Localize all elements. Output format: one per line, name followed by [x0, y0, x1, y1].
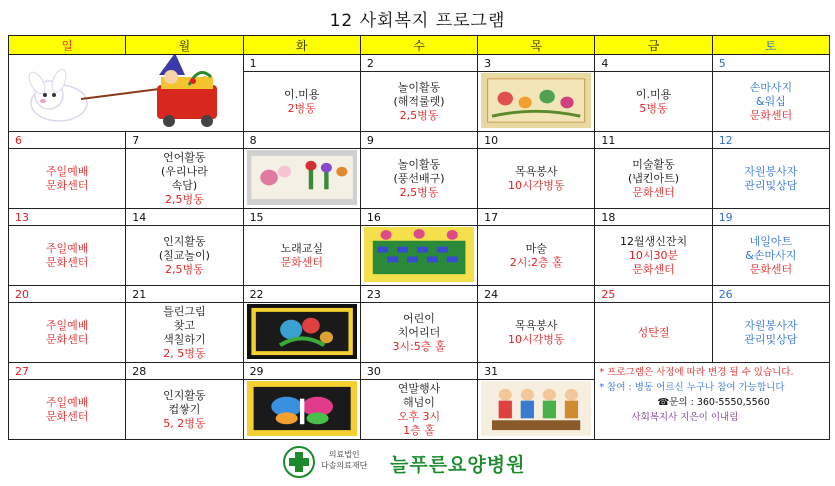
day-activity: [126, 151, 242, 207]
day-number: 26: [713, 286, 829, 303]
day-number: 19: [713, 209, 829, 226]
activity-line: 문화센터: [45, 179, 89, 192]
activity-line: 연말행사: [397, 382, 441, 395]
activity-line: 1층 홀: [403, 424, 435, 437]
day-cell-19: [712, 209, 829, 286]
activity-line: 컵쌓기: [168, 403, 201, 416]
activity-line: 해넘이: [403, 396, 435, 409]
day-cell-5: [712, 55, 829, 132]
activity-line: 노래교실: [280, 242, 323, 255]
day-activity: [478, 305, 594, 361]
day-cell-16: [360, 209, 477, 286]
day-cell-3: [478, 55, 595, 132]
day-cell-1: [243, 55, 360, 132]
activity-line: 10시각병동: [508, 179, 565, 192]
activity-line: 인지활동: [163, 389, 206, 402]
day-number: 9: [361, 132, 477, 149]
activity-photo: [481, 73, 591, 128]
activity-line: 오후 3시: [397, 410, 441, 423]
day-number: 3: [478, 55, 594, 72]
activity-line: 마술: [525, 242, 547, 255]
activity-line: 문화센터: [280, 256, 323, 269]
day-number: 29: [244, 363, 360, 380]
activity-line: 네일아트: [749, 235, 793, 248]
cartoon-illustration: [9, 55, 243, 131]
day-cell-27: [9, 363, 126, 440]
activity-line: 2,5병동: [399, 109, 439, 122]
activity-line: (냅킨아트): [628, 172, 680, 185]
activity-line: 문화센터: [45, 410, 89, 423]
activity-line: 찾고: [173, 319, 196, 332]
day-cell-17: [478, 209, 595, 286]
day-activity: [244, 74, 360, 130]
day-cell-29: [243, 363, 360, 440]
day-activity: [9, 382, 125, 438]
day-activity: [126, 305, 242, 361]
activity-line: 목욕봉사: [515, 319, 558, 332]
activity-line: 문화센터: [749, 263, 793, 276]
activity-line: 2시:2층 홀: [509, 256, 563, 269]
activity-line: 속담): [171, 179, 198, 192]
activity-line: 치어리더: [397, 326, 441, 339]
activity-line: 인지활동: [163, 235, 206, 248]
day-number: 14: [126, 209, 242, 226]
org-type: 의료법인: [328, 450, 360, 459]
activity-line: 색칠하기: [163, 333, 206, 346]
notice-change: * 프로그램은 사정에 따라 변경 될 수 있습니다.: [599, 367, 794, 378]
day-activity: [713, 305, 829, 361]
day-number: 16: [361, 209, 477, 226]
activity-line: 문화센터: [632, 186, 675, 199]
week-row-1: [9, 55, 830, 132]
day-cell-15: [243, 209, 360, 286]
day-activity: [9, 228, 125, 284]
day-cell-20: [9, 286, 126, 363]
day-activity: [478, 228, 594, 284]
day-cell-26: [712, 286, 829, 363]
activity-line: 놀이활동: [397, 158, 441, 171]
org-foundation: 다솔의료재단: [321, 461, 368, 470]
activity-line: 이.미용: [635, 88, 672, 101]
weekday-sat: 토: [712, 36, 829, 55]
day-number: 31: [478, 363, 594, 380]
activity-line: 놀이활동: [397, 81, 441, 94]
activity-line: 주일예배: [45, 165, 89, 178]
day-cell-11: [595, 132, 712, 209]
day-number: 22: [244, 286, 360, 303]
activity-line: 문화센터: [632, 263, 675, 276]
hospital-name: 늘푸른요양병원: [390, 454, 526, 476]
activity-photo: [364, 227, 474, 282]
day-number: 13: [9, 209, 125, 226]
activity-line: 이.미용: [284, 88, 320, 101]
activity-line: 어린이: [403, 312, 435, 325]
activity-line: 10시각병동: [508, 333, 565, 346]
week-row-5: [9, 363, 830, 440]
day-number: 24: [478, 286, 594, 303]
day-number: 18: [595, 209, 711, 226]
activity-line: &손마사지: [745, 249, 797, 262]
week-row-2: [9, 132, 830, 209]
day-activity: [9, 151, 125, 207]
day-cell-6: [9, 132, 126, 209]
day-number: 6: [9, 132, 125, 149]
activity-line: &워십: [755, 95, 786, 108]
day-cell-7: [126, 132, 243, 209]
notice-box: [599, 365, 827, 437]
day-activity: [361, 382, 477, 438]
day-activity: [244, 228, 360, 284]
week-row-3: [9, 209, 830, 286]
activity-line: 미술활동: [632, 158, 675, 171]
notice-cell: [595, 363, 830, 440]
activity-line: 2병동: [287, 102, 316, 115]
activity-line: 2, 5병동: [163, 347, 206, 360]
activity-line: (칠교놀이): [158, 249, 210, 262]
activity-line: 목욕봉사: [515, 165, 558, 178]
activity-line: 틀린그림: [163, 305, 206, 318]
day-activity: [126, 382, 242, 438]
activity-line: (풍선배구): [393, 172, 445, 185]
day-cell-22: [243, 286, 360, 363]
cartoon-banner-cell: [9, 55, 244, 132]
notice-participation: * 참여 : 병동 어르신 누구나 참여 가능합니다: [599, 382, 785, 393]
day-activity: [713, 74, 829, 130]
activity-line: 5병동: [639, 102, 668, 115]
day-activity: [478, 151, 594, 207]
day-number: 5: [713, 55, 829, 72]
activity-line: 2,5병동: [399, 186, 439, 199]
activity-line: 3시:5층 홀: [392, 340, 446, 353]
day-cell-18: [595, 209, 712, 286]
day-number: 30: [361, 363, 477, 380]
activity-line: 12월생신잔치: [619, 235, 688, 248]
day-cell-31: [478, 363, 595, 440]
weekday-wed: 수: [360, 36, 477, 55]
day-activity: [361, 151, 477, 207]
activity-line: 주일예배: [45, 242, 89, 255]
activity-line: (우리나라: [161, 165, 208, 178]
activity-line: 주일예배: [45, 319, 89, 332]
day-number: 27: [9, 363, 125, 380]
day-cell-24: [478, 286, 595, 363]
calendar-table: [8, 35, 830, 440]
activity-photo: [247, 304, 357, 359]
activity-photo: [247, 150, 357, 205]
day-number: 21: [126, 286, 242, 303]
notice-staff: 사회복지사 지은이 이내림: [631, 412, 739, 423]
activity-photo: [481, 381, 591, 436]
activity-line: (해적룰렛): [393, 95, 445, 108]
activity-line: 손마사지: [749, 81, 793, 94]
day-cell-10: [478, 132, 595, 209]
weekday-header-row: [9, 36, 830, 55]
day-activity: [595, 151, 711, 207]
activity-line: 성탄절: [637, 326, 670, 339]
day-number: 15: [244, 209, 360, 226]
activity-line: 5, 2병동: [163, 417, 206, 430]
day-cell-13: [9, 209, 126, 286]
day-activity: [126, 228, 242, 284]
day-activity: [361, 74, 477, 130]
day-number: 25: [595, 286, 711, 303]
activity-photo: [247, 381, 357, 436]
activity-line: 자원봉사자: [744, 165, 798, 178]
day-number: 8: [244, 132, 360, 149]
day-number: 23: [361, 286, 477, 303]
day-cell-2: [360, 55, 477, 132]
activity-line: 문화센터: [749, 109, 793, 122]
day-activity: [713, 228, 829, 284]
notice-phone: ☎문의 : 360-5550,5560: [657, 397, 770, 408]
weekday-tue: 화: [243, 36, 360, 55]
day-number: 20: [9, 286, 125, 303]
day-number: 4: [595, 55, 711, 72]
day-number: 2: [361, 55, 477, 72]
day-number: 1: [244, 55, 360, 72]
activity-line: 자원봉사자: [744, 319, 798, 332]
weekday-fri: 금: [595, 36, 712, 55]
day-number: 7: [126, 132, 242, 149]
activity-line: 주일예배: [45, 396, 89, 409]
activity-line: 문화센터: [45, 256, 89, 269]
week-row-4: [9, 286, 830, 363]
org-subtitle: [321, 449, 367, 471]
day-number: 17: [478, 209, 594, 226]
day-activity: [9, 305, 125, 361]
activity-line: 관리및상담: [744, 179, 798, 192]
day-activity: [595, 305, 711, 361]
hospital-logo-icon: [283, 446, 315, 478]
activity-line: 문화센터: [45, 333, 89, 346]
weekday-mon: 월: [126, 36, 243, 55]
day-number: 12: [713, 132, 829, 149]
day-activity: [361, 305, 477, 361]
day-number: 10: [478, 132, 594, 149]
weekday-sun: 일: [9, 36, 126, 55]
day-cell-9: [360, 132, 477, 209]
day-cell-23: [360, 286, 477, 363]
activity-line: 언어활동: [163, 151, 206, 164]
activity-line: 2,5병동: [165, 263, 204, 276]
day-cell-25: [595, 286, 712, 363]
day-cell-30: [360, 363, 477, 440]
weekday-thu: 목: [478, 36, 595, 55]
day-activity: [713, 151, 829, 207]
day-number: 11: [595, 132, 711, 149]
day-cell-4: [595, 55, 712, 132]
day-cell-8: [243, 132, 360, 209]
day-number: 28: [126, 363, 242, 380]
activity-line: 관리및상담: [744, 333, 798, 346]
day-cell-21: [126, 286, 243, 363]
activity-line: 10시30분: [628, 249, 679, 262]
page-title: 12 사회복지 프로그램: [329, 11, 506, 31]
day-cell-14: [126, 209, 243, 286]
day-cell-12: [712, 132, 829, 209]
day-activity: [595, 74, 711, 130]
day-activity: [595, 228, 711, 284]
activity-line: 2,5병동: [165, 193, 204, 206]
day-cell-28: [126, 363, 243, 440]
